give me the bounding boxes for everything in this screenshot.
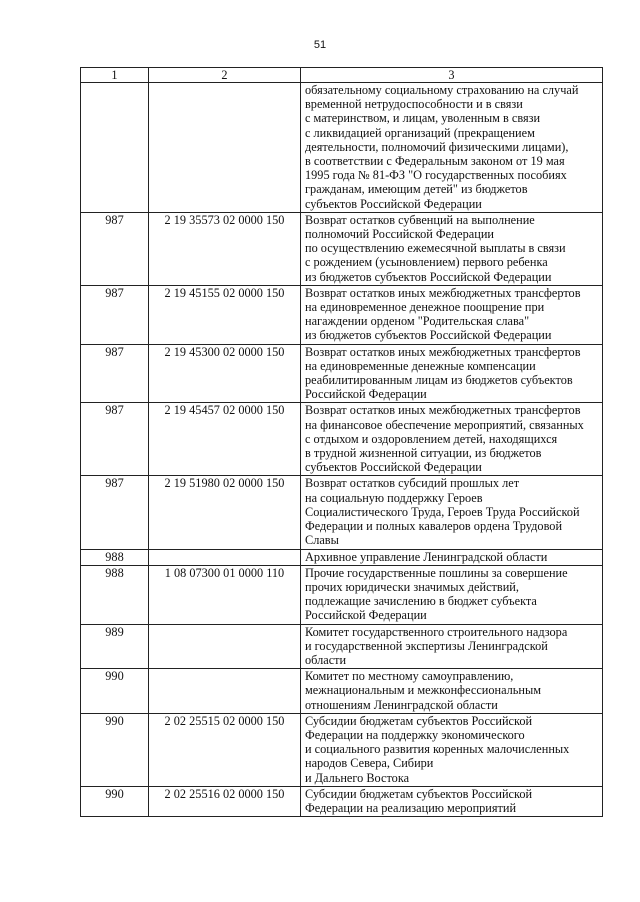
budget-code-cell [149, 549, 301, 565]
admin-code-cell: 988 [81, 549, 149, 565]
admin-code-cell: 990 [81, 669, 149, 714]
description-cell: Возврат остатков иных межбюджетных трансфертов на единовременное денежное поощрение при нагаждении орденом "Родительская слава" из бюджетов субъектов Российской Федерации [301, 285, 603, 344]
page-number: 51 [313, 39, 327, 51]
budget-code-cell: 2 19 45155 02 0000 150 [149, 285, 301, 344]
table-row [81, 212, 603, 285]
admin-code-cell: 987 [81, 212, 149, 285]
description-cell: Возврат остатков субсидий прошлых лет на социальную поддержку Героев Социалистического Труда, Героев Труда Российской Федерации и полных кавалеров ордена Трудовой Славы [301, 476, 603, 549]
admin-code-cell: 989 [81, 624, 149, 669]
description-cell: Возврат остатков иных межбюджетных трансфертов на финансовое обеспечение мероприятий, связанных с отдыхом и оздоровлением детей, находящихся в трудной жизненной ситуации, из бюджетов субъектов Российской Федерации [301, 403, 603, 476]
table-row [81, 403, 603, 476]
table-row [81, 624, 603, 669]
description-cell: обязательному социальному страхованию на случай временной нетрудоспособности и в связи с материнством, и лицам, уволенным в связи с ликвидацией организаций (прекращением деятельности, полномочий физическими лицами), в соответствии с Федеральным законом от 19 мая 1995 года № 81-ФЗ "О государственных пособиях гражданам, имеющим детей" из бюджетов субъектов Российской Федерации [301, 83, 603, 213]
column-header-3: 3 [301, 68, 603, 83]
column-header-1: 1 [81, 68, 149, 83]
budget-code-cell [149, 83, 301, 213]
revenue-codes-table [80, 67, 603, 817]
budget-code-cell: 2 02 25515 02 0000 150 [149, 713, 301, 786]
budget-code-cell: 2 19 45300 02 0000 150 [149, 344, 301, 403]
table-row [81, 285, 603, 344]
budget-code-cell: 2 19 51980 02 0000 150 [149, 476, 301, 549]
description-cell: Возврат остатков иных межбюджетных трансфертов на единовременные денежные компенсации реабилитированным лицам из бюджетов субъектов Российской Федерации [301, 344, 603, 403]
column-header-2: 2 [149, 68, 301, 83]
description-cell: Комитет по местному самоуправлению, межнациональным и межконфессиональным отношениям Ленинградской области [301, 669, 603, 714]
table-row [81, 549, 603, 565]
description-cell: Возврат остатков субвенций на выполнение полномочий Российской Федерации по осуществлению ежемесячной выплаты в связи с рождением (усыновлением) первого ребенка из бюджетов субъектов Российской Федерации [301, 212, 603, 285]
admin-code-cell: 990 [81, 786, 149, 816]
budget-code-cell: 2 19 35573 02 0000 150 [149, 212, 301, 285]
table-row [81, 476, 603, 549]
description-cell: Архивное управление Ленинградской области [301, 549, 603, 565]
table-row [81, 786, 603, 816]
table-row [81, 83, 603, 213]
admin-code-cell: 987 [81, 403, 149, 476]
description-cell: Комитет государственного строительного надзора и государственной экспертизы Ленинградской области [301, 624, 603, 669]
admin-code-cell: 988 [81, 565, 149, 624]
budget-code-cell [149, 624, 301, 669]
budget-code-cell: 2 02 25516 02 0000 150 [149, 786, 301, 816]
table-row [81, 669, 603, 714]
admin-code-cell: 990 [81, 713, 149, 786]
description-cell: Прочие государственные пошлины за совершение прочих юридически значимых действий, подлежащие зачислению в бюджет субъекта Российской Федерации [301, 565, 603, 624]
table-row [81, 344, 603, 403]
table-row [81, 565, 603, 624]
admin-code-cell [81, 83, 149, 213]
admin-code-cell: 987 [81, 344, 149, 403]
table-row [81, 713, 603, 786]
budget-code-cell: 1 08 07300 01 0000 110 [149, 565, 301, 624]
description-cell: Субсидии бюджетам субъектов Российской Федерации на реализацию мероприятий [301, 786, 603, 816]
table-header-row [81, 68, 603, 83]
admin-code-cell: 987 [81, 476, 149, 549]
budget-code-cell [149, 669, 301, 714]
description-cell: Субсидии бюджетам субъектов Российской Федерации на поддержку экономического и социального развития коренных малочисленных народов Севера, Сибири и Дальнего Востока [301, 713, 603, 786]
admin-code-cell: 987 [81, 285, 149, 344]
budget-code-cell: 2 19 45457 02 0000 150 [149, 403, 301, 476]
